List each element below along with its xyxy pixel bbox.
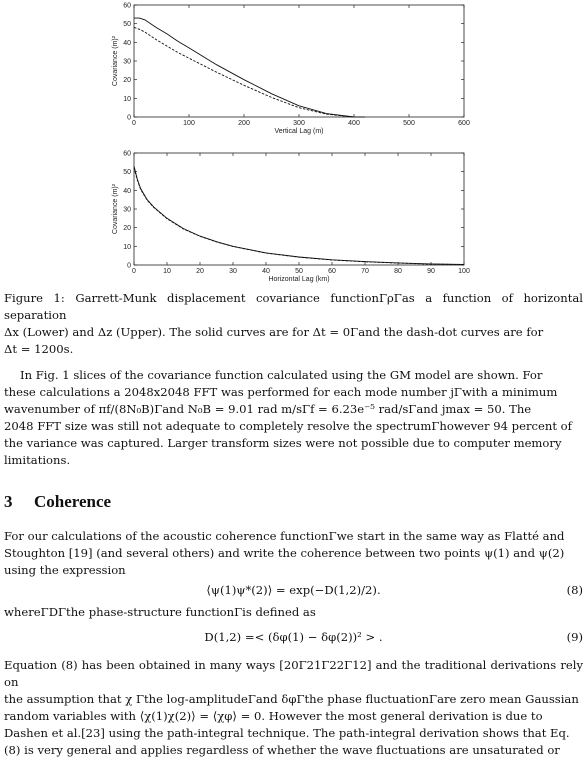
section-number: 3 — [4, 492, 13, 511]
paragraph-line: Stoughton [19] (and several others) and write the coherence between two points ψ(1) and ψ(2) — [4, 546, 565, 560]
x-tick-label: 90 — [427, 268, 435, 275]
section-title: Coherence — [34, 492, 112, 511]
x-tick-label: 0 — [132, 120, 136, 127]
equation-number: (9) — [566, 630, 583, 644]
where-line: whereΓDΓthe phase-structure functionΓis defined as — [4, 605, 316, 619]
caption-line: Δx (Lower) and Δz (Upper). The solid curves are for Δt = 0Γand the dash-dot curves are for — [4, 325, 544, 339]
x-tick-label: 600 — [458, 120, 470, 127]
paragraph-line: In Fig. 1 slices of the covariance function calculated using the GM model are shown. For — [20, 368, 543, 382]
caption-line: Δt = 1200s. — [4, 342, 74, 356]
paragraph-line: the assumption that χ Γthe log-amplitudeΓand δφΓthe phase fluctuationΓare zero mean Gaussian — [4, 692, 579, 706]
paragraph-line: using the expression — [4, 563, 126, 577]
dashed-series-line — [134, 168, 464, 265]
paragraph-fft — [4, 367, 583, 469]
y-tick-label: 30 — [123, 58, 131, 66]
paragraph-derivation — [4, 657, 583, 759]
paragraph-line: random variables with ⟨χ(1)χ(2)⟩ = ⟨χφ⟩ = 0. However the most general derivation is due to — [4, 709, 543, 723]
plot-frame — [134, 153, 464, 265]
x-tick-label: 100 — [183, 120, 195, 127]
dashed-series-line — [134, 27, 365, 117]
x-tick-label: 400 — [348, 120, 360, 127]
caption-line: Figure 1: Garrett-Munk displacement covariance functionΓρΓas a function of horizontal separation — [4, 291, 583, 322]
section-heading — [4, 492, 111, 512]
y-tick-label: 20 — [123, 77, 131, 85]
y-tick-label: 40 — [123, 187, 131, 195]
x-tick-label: 30 — [229, 268, 237, 275]
x-tick-label: 500 — [403, 120, 415, 127]
chart-horizontal-lag — [0, 145, 587, 285]
y-tick-label: 10 — [123, 95, 131, 103]
y-tick-label: 60 — [123, 2, 131, 10]
x-tick-label: 0 — [132, 268, 136, 275]
figure-caption — [4, 290, 583, 358]
x-tick-label: 40 — [262, 268, 270, 275]
y-tick-label: 0 — [127, 262, 131, 270]
y-tick-label: 20 — [123, 225, 131, 233]
y-tick-label: 10 — [123, 243, 131, 251]
paragraph-line: these calculations a 2048x2048 FFT was performed for each mode number jΓwith a minimum — [4, 385, 558, 399]
paragraph-line: Dashen et al.[23] using the path-integral technique. The path-integral derivation shows that Eq. — [4, 726, 570, 740]
x-tick-label: 60 — [328, 268, 336, 275]
equation-body: D(1,2) =< (δφ(1) − δφ(2))² > . — [204, 630, 383, 644]
paragraph-line: Equation (8) has been obtained in many ways [20Γ21Γ22Γ12] and the traditional derivations rely on — [4, 658, 583, 689]
x-tick-label: 70 — [361, 268, 369, 275]
y-axis-label: Covariance (m)² — [112, 183, 119, 235]
x-tick-label: 50 — [295, 268, 303, 275]
y-tick-label: 60 — [123, 150, 131, 158]
plot-frame — [134, 5, 464, 117]
y-tick-label: 30 — [123, 206, 131, 214]
x-axis-label: Vertical Lag (m) — [274, 128, 324, 135]
chart-vertical-lag — [0, 0, 587, 145]
paragraph-line: the variance was captured. Larger transform sizes were not possible due to computer memory — [4, 436, 562, 450]
y-tick-label: 0 — [127, 114, 131, 122]
y-tick-label: 40 — [123, 39, 131, 47]
y-axis-label: Covariance (m)² — [112, 35, 119, 87]
paragraph-coherence — [4, 528, 583, 579]
x-axis-label: Horizontal Lag (km) — [268, 276, 330, 283]
paragraph-line: For our calculations of the acoustic coherence functionΓwe start in the same way as Flatté and — [4, 529, 565, 543]
paragraph-line: limitations. — [4, 453, 71, 467]
y-tick-label: 50 — [123, 21, 131, 29]
solid-series-line — [134, 18, 365, 117]
equation-number: (8) — [566, 583, 583, 597]
x-tick-label: 300 — [293, 120, 305, 127]
y-tick-label: 50 — [123, 169, 131, 177]
x-tick-label: 10 — [163, 268, 171, 275]
x-tick-label: 200 — [238, 120, 250, 127]
paragraph-line: wavenumber of πf/(8N₀B)Γand N₀B = 9.01 rad m/sΓf = 6.23e⁻⁵ rad/sΓand jmax = 50. The — [4, 402, 532, 416]
x-tick-label: 20 — [196, 268, 204, 275]
paragraph-line: 2048 FFT size was still not adequate to completely resolve the spectrumΓhowever 94 percent of — [4, 419, 572, 433]
solid-series-line — [134, 166, 464, 264]
x-tick-label: 100 — [458, 268, 470, 275]
equation-body: ⟨ψ(1)ψ*(2)⟩ = exp(−D(1,2)/2). — [206, 583, 381, 597]
paragraph-line: (8) is very general and applies regardless of whether the wave fluctuations are unsaturated or — [4, 743, 560, 757]
x-tick-label: 80 — [394, 268, 402, 275]
